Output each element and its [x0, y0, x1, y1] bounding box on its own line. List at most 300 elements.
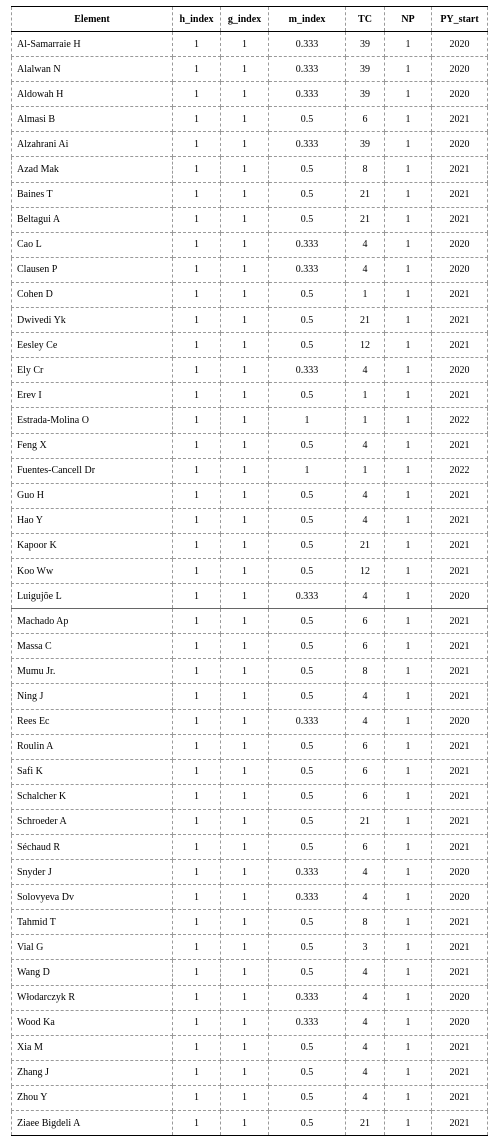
header-row	[12, 7, 488, 32]
cell-g-index: 1	[221, 483, 269, 508]
table-row	[12, 333, 488, 358]
cell-g-index: 1	[221, 1085, 269, 1110]
cell-h-index: 1	[173, 1111, 221, 1136]
table-row	[12, 433, 488, 458]
cell-element: Dwivedi Yk	[12, 308, 173, 333]
cell-g-index: 1	[221, 634, 269, 659]
cell-py-start: 2021	[432, 483, 488, 508]
cell-m-index: 0.5	[269, 634, 346, 659]
cell-m-index: 0.5	[269, 1111, 346, 1136]
cell-tc: 4	[346, 709, 385, 734]
cell-g-index: 1	[221, 308, 269, 333]
cell-h-index: 1	[173, 207, 221, 232]
cell-py-start: 2021	[432, 157, 488, 182]
table-row	[12, 182, 488, 207]
cell-g-index: 1	[221, 659, 269, 684]
cell-py-start: 2021	[432, 659, 488, 684]
cell-g-index: 1	[221, 609, 269, 634]
cell-element: Aldowah H	[12, 82, 173, 107]
table-row	[12, 458, 488, 483]
cell-h-index: 1	[173, 784, 221, 809]
cell-np: 1	[385, 282, 432, 307]
cell-tc: 4	[346, 1085, 385, 1110]
table-row	[12, 358, 488, 383]
header-g-index: g_index	[221, 7, 269, 32]
cell-h-index: 1	[173, 734, 221, 759]
cell-element: Cao L	[12, 232, 173, 257]
cell-g-index: 1	[221, 32, 269, 57]
cell-element: Schalcher K	[12, 784, 173, 809]
cell-g-index: 1	[221, 1060, 269, 1085]
cell-np: 1	[385, 759, 432, 784]
table-row	[12, 1035, 488, 1060]
cell-g-index: 1	[221, 358, 269, 383]
cell-element: Machado Ap	[12, 609, 173, 634]
cell-element: Solovyeva Dv	[12, 885, 173, 910]
cell-g-index: 1	[221, 784, 269, 809]
cell-py-start: 2020	[432, 232, 488, 257]
cell-m-index: 0.5	[269, 960, 346, 985]
cell-tc: 4	[346, 885, 385, 910]
author-metrics-table	[11, 6, 488, 1136]
cell-element: Wang D	[12, 960, 173, 985]
table-row	[12, 1111, 488, 1136]
cell-m-index: 0.5	[269, 659, 346, 684]
table-row	[12, 232, 488, 257]
cell-g-index: 1	[221, 232, 269, 257]
header-tc: TC	[346, 7, 385, 32]
cell-h-index: 1	[173, 684, 221, 709]
cell-g-index: 1	[221, 860, 269, 885]
cell-element: Roulin A	[12, 734, 173, 759]
cell-np: 1	[385, 458, 432, 483]
cell-h-index: 1	[173, 1010, 221, 1035]
cell-tc: 21	[346, 207, 385, 232]
cell-np: 1	[385, 809, 432, 834]
cell-tc: 6	[346, 734, 385, 759]
cell-py-start: 2020	[432, 1010, 488, 1035]
cell-element: Baines T	[12, 182, 173, 207]
cell-m-index: 0.5	[269, 784, 346, 809]
cell-tc: 4	[346, 1035, 385, 1060]
table-row	[12, 1010, 488, 1035]
cell-tc: 4	[346, 985, 385, 1010]
cell-g-index: 1	[221, 57, 269, 82]
cell-element: Zhou Y	[12, 1085, 173, 1110]
cell-m-index: 0.5	[269, 282, 346, 307]
cell-element: Hao Y	[12, 508, 173, 533]
cell-tc: 4	[346, 584, 385, 609]
table-row	[12, 910, 488, 935]
cell-np: 1	[385, 207, 432, 232]
cell-h-index: 1	[173, 433, 221, 458]
cell-element: Erev I	[12, 383, 173, 408]
cell-tc: 1	[346, 383, 385, 408]
cell-tc: 6	[346, 835, 385, 860]
cell-element: Rees Ec	[12, 709, 173, 734]
cell-np: 1	[385, 508, 432, 533]
table-row	[12, 32, 488, 57]
cell-np: 1	[385, 634, 432, 659]
cell-m-index: 0.333	[269, 232, 346, 257]
cell-np: 1	[385, 1085, 432, 1110]
header-m-index: m_index	[269, 7, 346, 32]
cell-m-index: 0.333	[269, 358, 346, 383]
cell-np: 1	[385, 32, 432, 57]
cell-py-start: 2021	[432, 558, 488, 583]
table-row	[12, 558, 488, 583]
cell-h-index: 1	[173, 257, 221, 282]
cell-np: 1	[385, 1060, 432, 1085]
cell-tc: 21	[346, 182, 385, 207]
cell-h-index: 1	[173, 408, 221, 433]
cell-g-index: 1	[221, 885, 269, 910]
cell-g-index: 1	[221, 1010, 269, 1035]
cell-m-index: 0.5	[269, 1035, 346, 1060]
cell-element: Estrada-Molina O	[12, 408, 173, 433]
cell-m-index: 0.333	[269, 132, 346, 157]
cell-g-index: 1	[221, 433, 269, 458]
cell-h-index: 1	[173, 107, 221, 132]
cell-element: Schroeder A	[12, 809, 173, 834]
cell-py-start: 2020	[432, 709, 488, 734]
cell-py-start: 2021	[432, 182, 488, 207]
cell-py-start: 2022	[432, 408, 488, 433]
cell-py-start: 2021	[432, 308, 488, 333]
cell-g-index: 1	[221, 508, 269, 533]
header-py-start: PY_start	[432, 7, 488, 32]
cell-tc: 4	[346, 508, 385, 533]
cell-g-index: 1	[221, 985, 269, 1010]
table-row	[12, 1060, 488, 1085]
cell-py-start: 2021	[432, 207, 488, 232]
cell-py-start: 2021	[432, 1111, 488, 1136]
cell-h-index: 1	[173, 383, 221, 408]
cell-element: Azad Mak	[12, 157, 173, 182]
cell-h-index: 1	[173, 232, 221, 257]
cell-g-index: 1	[221, 1111, 269, 1136]
cell-h-index: 1	[173, 634, 221, 659]
cell-m-index: 0.5	[269, 835, 346, 860]
cell-h-index: 1	[173, 558, 221, 583]
cell-np: 1	[385, 257, 432, 282]
cell-py-start: 2021	[432, 734, 488, 759]
cell-tc: 39	[346, 82, 385, 107]
cell-h-index: 1	[173, 1085, 221, 1110]
cell-tc: 39	[346, 32, 385, 57]
cell-m-index: 0.333	[269, 885, 346, 910]
table-row	[12, 684, 488, 709]
cell-g-index: 1	[221, 910, 269, 935]
table-row	[12, 508, 488, 533]
cell-element: Safi K	[12, 759, 173, 784]
cell-h-index: 1	[173, 809, 221, 834]
table-row	[12, 483, 488, 508]
cell-g-index: 1	[221, 182, 269, 207]
cell-py-start: 2021	[432, 759, 488, 784]
table-row	[12, 383, 488, 408]
cell-m-index: 0.333	[269, 57, 346, 82]
cell-h-index: 1	[173, 82, 221, 107]
cell-m-index: 0.5	[269, 182, 346, 207]
cell-element: Guo H	[12, 483, 173, 508]
cell-m-index: 0.5	[269, 809, 346, 834]
cell-np: 1	[385, 57, 432, 82]
cell-m-index: 0.5	[269, 207, 346, 232]
cell-m-index: 0.5	[269, 1060, 346, 1085]
cell-g-index: 1	[221, 207, 269, 232]
cell-h-index: 1	[173, 57, 221, 82]
cell-h-index: 1	[173, 1060, 221, 1085]
cell-h-index: 1	[173, 709, 221, 734]
cell-h-index: 1	[173, 609, 221, 634]
cell-py-start: 2020	[432, 885, 488, 910]
table-header	[12, 7, 488, 32]
cell-element: Cohen D	[12, 282, 173, 307]
cell-g-index: 1	[221, 759, 269, 784]
cell-g-index: 1	[221, 157, 269, 182]
cell-py-start: 2021	[432, 960, 488, 985]
cell-py-start: 2020	[432, 860, 488, 885]
cell-element: Kapoor K	[12, 533, 173, 558]
cell-h-index: 1	[173, 860, 221, 885]
cell-py-start: 2021	[432, 684, 488, 709]
cell-py-start: 2020	[432, 132, 488, 157]
table-row	[12, 257, 488, 282]
cell-np: 1	[385, 483, 432, 508]
cell-m-index: 0.5	[269, 1085, 346, 1110]
cell-g-index: 1	[221, 383, 269, 408]
table-row	[12, 82, 488, 107]
cell-np: 1	[385, 433, 432, 458]
table-row	[12, 935, 488, 960]
table-row	[12, 132, 488, 157]
cell-h-index: 1	[173, 584, 221, 609]
table-row	[12, 57, 488, 82]
table-row	[12, 784, 488, 809]
cell-tc: 21	[346, 308, 385, 333]
cell-element: Snyder J	[12, 860, 173, 885]
cell-np: 1	[385, 659, 432, 684]
cell-h-index: 1	[173, 935, 221, 960]
cell-py-start: 2021	[432, 533, 488, 558]
cell-element: Luigujõe L	[12, 584, 173, 609]
cell-element: Tahmid T	[12, 910, 173, 935]
cell-tc: 8	[346, 910, 385, 935]
cell-tc: 1	[346, 408, 385, 433]
cell-element: Eesley Ce	[12, 333, 173, 358]
cell-h-index: 1	[173, 985, 221, 1010]
table-row	[12, 584, 488, 609]
cell-m-index: 0.333	[269, 1010, 346, 1035]
cell-tc: 12	[346, 558, 385, 583]
table-row	[12, 207, 488, 232]
cell-h-index: 1	[173, 483, 221, 508]
cell-g-index: 1	[221, 107, 269, 132]
cell-m-index: 0.5	[269, 558, 346, 583]
cell-np: 1	[385, 684, 432, 709]
table-row	[12, 1085, 488, 1110]
cell-tc: 4	[346, 257, 385, 282]
cell-py-start: 2020	[432, 985, 488, 1010]
cell-np: 1	[385, 333, 432, 358]
header-np: NP	[385, 7, 432, 32]
cell-m-index: 0.5	[269, 935, 346, 960]
table-body	[12, 32, 488, 1136]
cell-tc: 8	[346, 659, 385, 684]
cell-element: Massa C	[12, 634, 173, 659]
cell-m-index: 0.333	[269, 709, 346, 734]
cell-g-index: 1	[221, 82, 269, 107]
cell-h-index: 1	[173, 132, 221, 157]
table-row	[12, 860, 488, 885]
cell-element: Zhang J	[12, 1060, 173, 1085]
cell-np: 1	[385, 408, 432, 433]
cell-np: 1	[385, 609, 432, 634]
cell-np: 1	[385, 358, 432, 383]
cell-np: 1	[385, 1035, 432, 1060]
cell-np: 1	[385, 558, 432, 583]
cell-py-start: 2021	[432, 935, 488, 960]
cell-np: 1	[385, 132, 432, 157]
cell-m-index: 0.5	[269, 483, 346, 508]
cell-np: 1	[385, 1111, 432, 1136]
cell-m-index: 0.5	[269, 433, 346, 458]
cell-py-start: 2021	[432, 1035, 488, 1060]
cell-g-index: 1	[221, 584, 269, 609]
table-row	[12, 885, 488, 910]
table-row	[12, 960, 488, 985]
cell-py-start: 2021	[432, 282, 488, 307]
table-row	[12, 809, 488, 834]
cell-tc: 4	[346, 358, 385, 383]
cell-tc: 4	[346, 1010, 385, 1035]
cell-h-index: 1	[173, 659, 221, 684]
cell-tc: 39	[346, 132, 385, 157]
cell-tc: 4	[346, 232, 385, 257]
cell-tc: 1	[346, 458, 385, 483]
cell-py-start: 2022	[432, 458, 488, 483]
cell-np: 1	[385, 734, 432, 759]
cell-np: 1	[385, 157, 432, 182]
cell-py-start: 2021	[432, 784, 488, 809]
cell-py-start: 2020	[432, 257, 488, 282]
cell-np: 1	[385, 584, 432, 609]
cell-element: Mumu Jr.	[12, 659, 173, 684]
cell-g-index: 1	[221, 132, 269, 157]
cell-g-index: 1	[221, 809, 269, 834]
cell-element: Włodarczyk R	[12, 985, 173, 1010]
cell-py-start: 2021	[432, 809, 488, 834]
cell-py-start: 2021	[432, 107, 488, 132]
cell-g-index: 1	[221, 333, 269, 358]
cell-g-index: 1	[221, 1035, 269, 1060]
cell-tc: 21	[346, 533, 385, 558]
cell-g-index: 1	[221, 408, 269, 433]
cell-m-index: 0.5	[269, 609, 346, 634]
cell-py-start: 2021	[432, 1060, 488, 1085]
cell-element: Xia M	[12, 1035, 173, 1060]
cell-tc: 4	[346, 1060, 385, 1085]
cell-py-start: 2020	[432, 57, 488, 82]
cell-h-index: 1	[173, 960, 221, 985]
cell-h-index: 1	[173, 1035, 221, 1060]
cell-tc: 6	[346, 609, 385, 634]
cell-element: Feng X	[12, 433, 173, 458]
table-row	[12, 985, 488, 1010]
cell-h-index: 1	[173, 835, 221, 860]
cell-element: Ning J	[12, 684, 173, 709]
cell-py-start: 2021	[432, 508, 488, 533]
cell-element: Séchaud R	[12, 835, 173, 860]
table-row	[12, 533, 488, 558]
cell-np: 1	[385, 1010, 432, 1035]
cell-element: Fuentes-Cancell Dr	[12, 458, 173, 483]
cell-tc: 3	[346, 935, 385, 960]
cell-np: 1	[385, 182, 432, 207]
cell-element: Almasi B	[12, 107, 173, 132]
cell-element: Clausen P	[12, 257, 173, 282]
cell-h-index: 1	[173, 358, 221, 383]
table-row	[12, 609, 488, 634]
cell-py-start: 2020	[432, 82, 488, 107]
cell-tc: 4	[346, 433, 385, 458]
cell-np: 1	[385, 107, 432, 132]
cell-np: 1	[385, 935, 432, 960]
cell-np: 1	[385, 232, 432, 257]
cell-np: 1	[385, 910, 432, 935]
cell-py-start: 2020	[432, 584, 488, 609]
cell-element: Koo Ww	[12, 558, 173, 583]
table-row	[12, 709, 488, 734]
header-h-index: h_index	[173, 7, 221, 32]
cell-np: 1	[385, 383, 432, 408]
cell-element: Wood Ka	[12, 1010, 173, 1035]
cell-m-index: 0.5	[269, 308, 346, 333]
cell-m-index: 0.333	[269, 860, 346, 885]
cell-m-index: 0.5	[269, 333, 346, 358]
cell-np: 1	[385, 533, 432, 558]
cell-tc: 21	[346, 809, 385, 834]
cell-h-index: 1	[173, 533, 221, 558]
table-row	[12, 659, 488, 684]
cell-py-start: 2021	[432, 1085, 488, 1110]
cell-h-index: 1	[173, 32, 221, 57]
cell-m-index: 0.5	[269, 759, 346, 784]
cell-h-index: 1	[173, 885, 221, 910]
cell-g-index: 1	[221, 684, 269, 709]
cell-tc: 6	[346, 634, 385, 659]
cell-tc: 21	[346, 1111, 385, 1136]
cell-h-index: 1	[173, 458, 221, 483]
cell-element: Alalwan N	[12, 57, 173, 82]
cell-h-index: 1	[173, 182, 221, 207]
cell-m-index: 1	[269, 408, 346, 433]
cell-element: Ely Cr	[12, 358, 173, 383]
cell-py-start: 2021	[432, 383, 488, 408]
cell-m-index: 0.5	[269, 383, 346, 408]
cell-np: 1	[385, 82, 432, 107]
cell-m-index: 0.333	[269, 257, 346, 282]
cell-element: Al-Samarraie H	[12, 32, 173, 57]
cell-h-index: 1	[173, 282, 221, 307]
cell-py-start: 2021	[432, 333, 488, 358]
cell-m-index: 0.5	[269, 910, 346, 935]
cell-g-index: 1	[221, 558, 269, 583]
cell-tc: 4	[346, 960, 385, 985]
cell-m-index: 0.5	[269, 157, 346, 182]
cell-m-index: 0.5	[269, 734, 346, 759]
